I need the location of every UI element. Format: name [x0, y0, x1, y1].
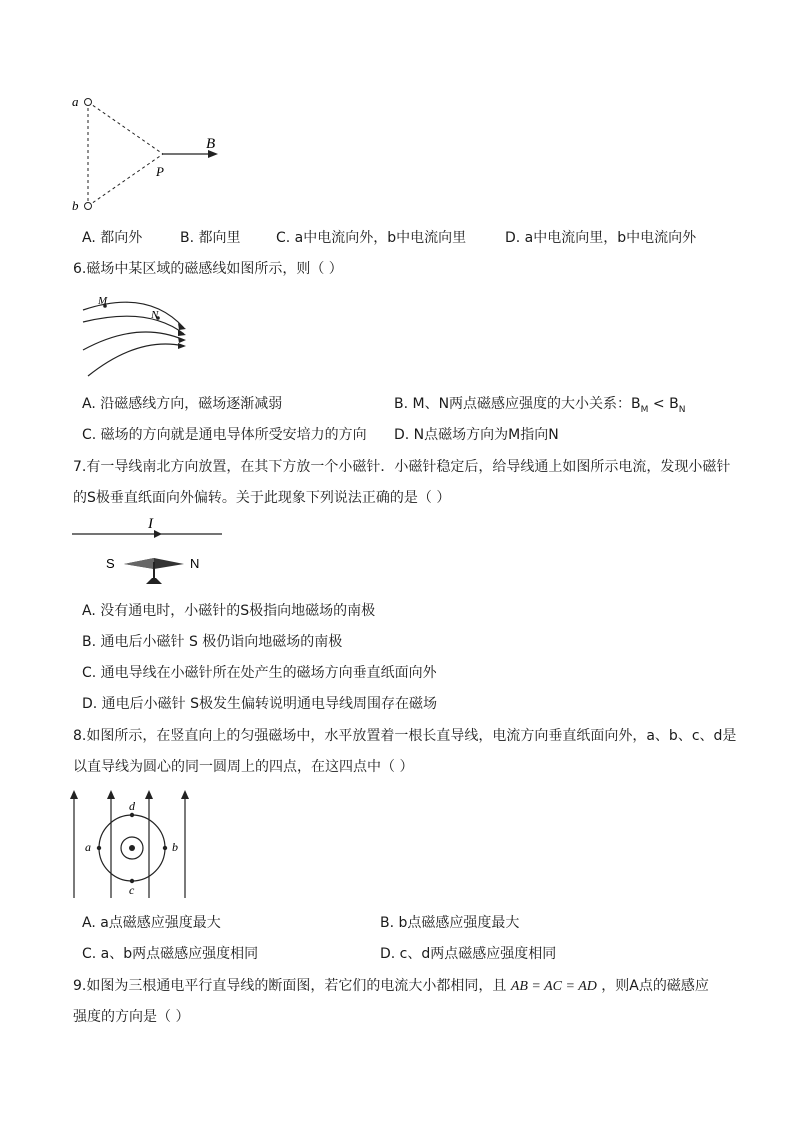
label-m: M	[98, 295, 108, 307]
q7-option-a: A. 没有通电时，小磁针的S极指向地磁场的南极	[82, 603, 376, 619]
q5-option-b: B. 都向里	[180, 230, 241, 246]
label-a: a	[72, 94, 79, 109]
label-b: b	[72, 198, 79, 213]
q7-stem-line2: 的S极垂直纸面向外偏转。关于此现象下列说法正确的是（ ）	[73, 490, 451, 506]
label-b: b	[172, 840, 178, 854]
label-p: P	[156, 164, 164, 179]
q7-option-b: B. 通电后小磁针 S 极仍诣向地磁场的南极	[82, 634, 343, 650]
q7-stem-line1: 7.有一导线南北方向放置，在其下方放一个小磁针．小磁针稳定后，给导线通上如图所示电流，发现小磁针	[73, 459, 731, 475]
q6-option-b: B. M、N两点磁感应强度的大小关系：$B_M < B_N$	[394, 396, 686, 415]
label-n: N	[190, 556, 200, 571]
label-d: d	[129, 799, 135, 813]
q8-stem-line1: 8.如图所示，在竖直向上的匀强磁场中，水平放置着一根长直导线，电流方向垂直纸面向外，a、b、c、d是	[73, 728, 737, 744]
figure-q7-wire-compass	[70, 512, 230, 590]
figure-q8-circle-field	[65, 788, 195, 900]
figure-q5-triangle	[68, 88, 228, 218]
q7-option-d: D. 通电后小磁针 S极发生偏转说明通电导线周围存在磁场	[82, 696, 438, 712]
q8-option-b: B. b点磁感应强度最大	[380, 915, 520, 931]
q5-option-d: D. a中电流向里，b中电流向外	[505, 230, 697, 246]
q6-stem: 6.磁场中某区域的磁感线如图所示，则（ ）	[73, 261, 343, 277]
q8-option-a: A. a点磁感应强度最大	[82, 915, 221, 931]
label-c: c	[129, 883, 135, 897]
q8-option-d: D. c、d两点磁感应强度相同	[380, 946, 557, 962]
q8-option-c: C. a、b两点磁感应强度相同	[82, 946, 259, 962]
q7-option-c: C. 通电导线在小磁针所在处产生的磁场方向垂直纸面向外	[82, 665, 437, 681]
q6-option-c: C. 磁场的方向就是通电导体所受安培力的方向	[82, 427, 367, 443]
q6-option-a: A. 沿磁感线方向，磁场逐渐减弱	[82, 396, 283, 412]
q5-option-c: C. a中电流向外，b中电流向里	[276, 230, 467, 246]
label-i: I	[148, 516, 153, 532]
q8-stem-line2: 以直导线为圆心的同一圆周上的四点，在这四点中（ ）	[73, 759, 414, 775]
q9-stem-line2: 强度的方向是（ ）	[73, 1009, 190, 1025]
q9-stem-line1: 9.如图为三根通电平行直导线的断面图，若它们的电流大小都相同，且 AB = AC = AD ，则A点的磁感应	[73, 978, 709, 994]
q6-option-d: D. N点磁场方向为M指向N	[394, 427, 559, 443]
q5-option-a: A. 都向外	[82, 230, 143, 246]
label-a: a	[85, 840, 91, 854]
label-b-field: B	[206, 136, 216, 152]
label-n: N	[151, 309, 159, 321]
figure-q6-field-lines	[78, 288, 198, 383]
label-s: S	[106, 556, 115, 571]
q9-math: AB = AC = AD	[510, 979, 597, 994]
